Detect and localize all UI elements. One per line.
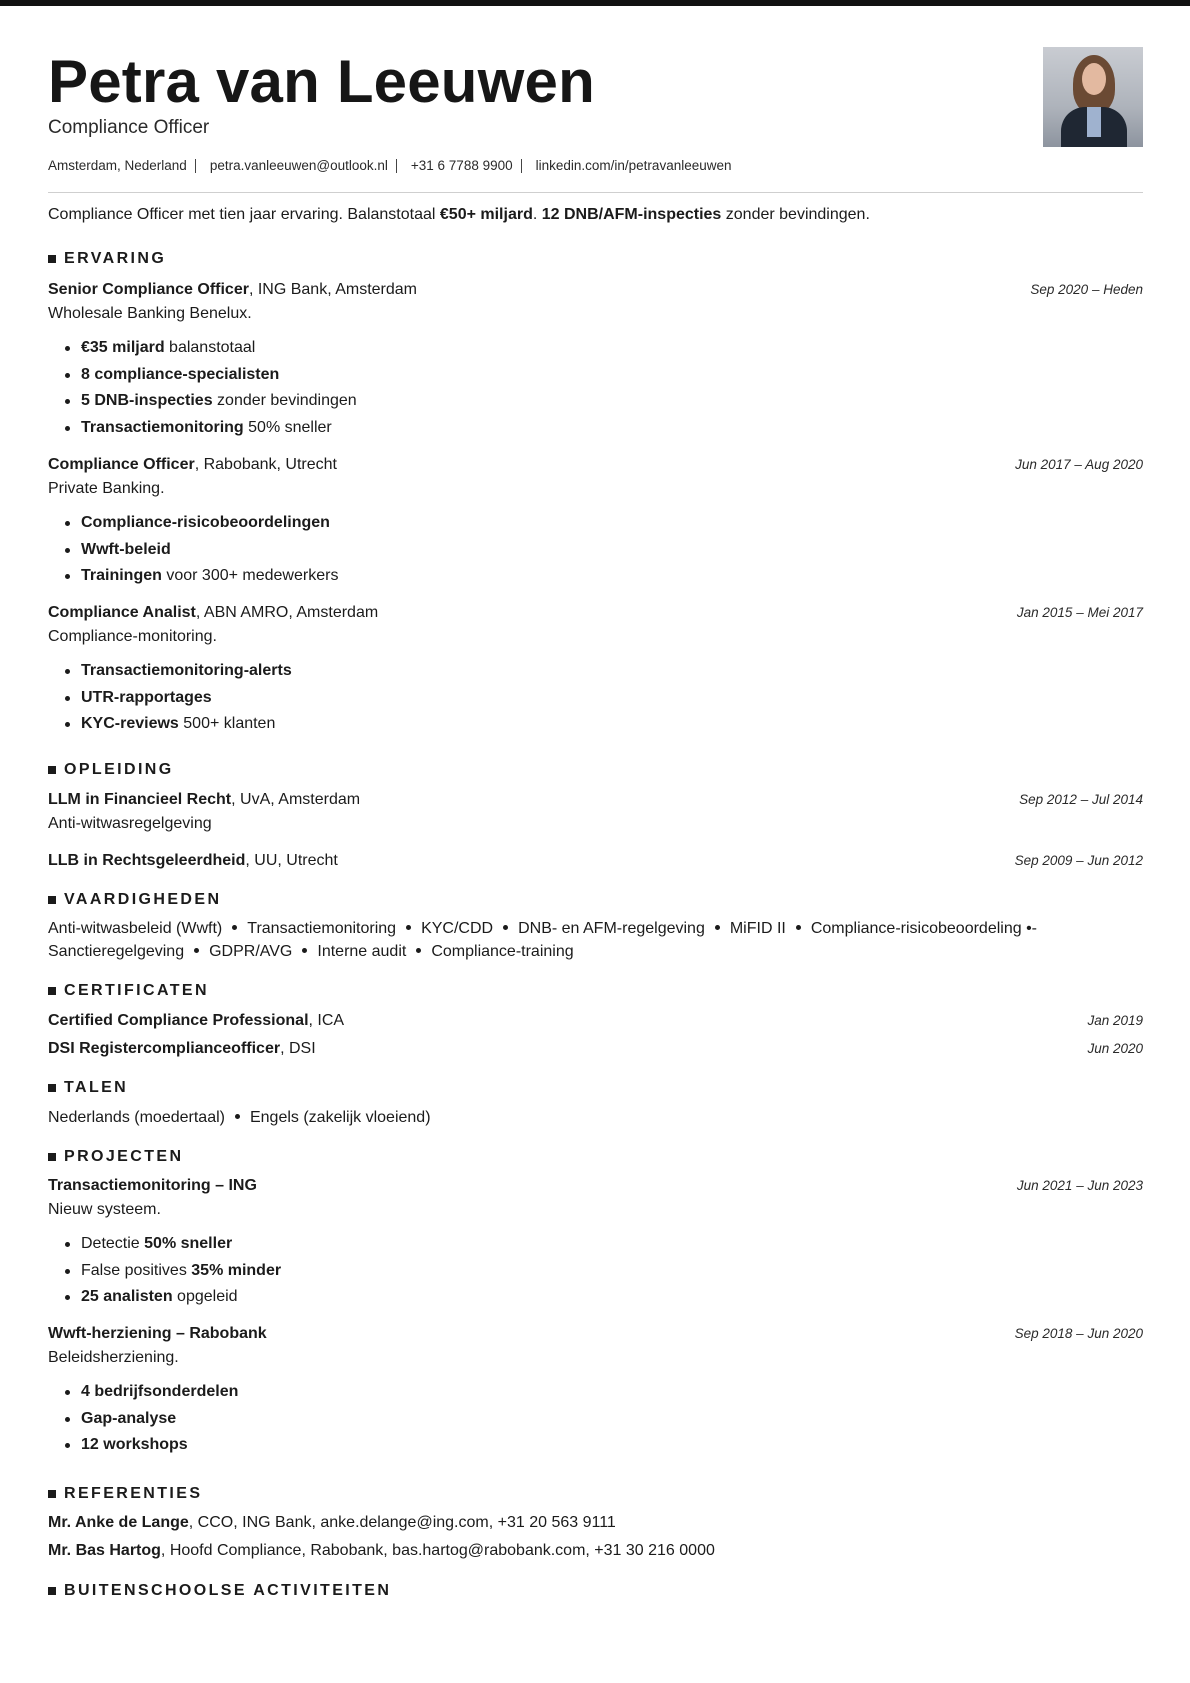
linkedin-link[interactable]: linkedin.com/in/petravanleeuwen (535, 158, 732, 173)
phone-text: +31 6 7788 9900 (410, 158, 513, 173)
skill-item: Compliance-risicobeoordeling (810, 920, 1022, 937)
job-bullets (48, 335, 1143, 441)
section-heading-text: TALEN (64, 1079, 129, 1096)
list-item: 5 DNB-inspecties zonder bevindingen (65, 388, 1143, 415)
job-org: , Rabobank, Utrecht (194, 456, 337, 473)
project-entry (48, 1174, 1143, 1311)
section-heading (48, 1484, 1143, 1504)
list-item: UTR-rapportages (65, 685, 1143, 712)
list-item: 4 bedrijfsonderdelen (65, 1379, 1143, 1406)
reference-name: Mr. Anke de Lange (48, 1514, 189, 1531)
skill-separator: •- (1026, 920, 1038, 937)
certificate-item (48, 1035, 1143, 1063)
section-heading-text: OPLEIDING (64, 761, 174, 778)
list-item: False positives 35% minder (65, 1258, 1143, 1285)
job-role: Compliance Officer (48, 456, 195, 473)
skill-item: KYC/CDD (421, 920, 494, 937)
section-marker-icon (48, 1490, 56, 1498)
list-item: 8 compliance-specialisten (65, 362, 1143, 389)
projects-section (48, 1147, 1143, 1167)
section-heading-text: PROJECTEN (64, 1148, 184, 1165)
section-marker-icon (48, 766, 56, 774)
summary-part: Compliance Officer met tien jaar ervaring. Balanstotaal (48, 206, 440, 223)
list-item: Compliance-risicobeoordelingen (65, 510, 1143, 537)
reference-item (48, 1509, 1143, 1537)
education-date: Sep 2012 – Jul 2014 (1019, 792, 1143, 807)
section-marker-icon (48, 987, 56, 995)
location-text: Amsterdam, Nederland (48, 158, 187, 173)
education-section (48, 760, 1143, 780)
skills-section (48, 890, 1143, 910)
summary-highlight: €50+ miljard (439, 206, 533, 223)
section-heading (48, 1581, 1143, 1601)
list-item: Wwft-beleid (65, 537, 1143, 564)
references-list (48, 1509, 1143, 1565)
school-name: , UU, Utrecht (245, 852, 338, 869)
top-accent-bar (0, 0, 1190, 6)
contact-bar (48, 158, 732, 173)
certificate-item (48, 1007, 1143, 1035)
list-item: Gap-analyse (65, 1406, 1143, 1433)
section-heading-text: REFERENTIES (64, 1485, 203, 1502)
education-date: Sep 2009 – Jun 2012 (1014, 853, 1143, 868)
candidate-name: Petra van Leeuwen (48, 48, 595, 115)
section-heading (48, 981, 1143, 1001)
reference-details: , CCO, ING Bank, anke.delange@ing.com, +31 20 563 9111 (188, 1514, 616, 1531)
section-heading (48, 1078, 1143, 1098)
certificate-issuer: , ICA (308, 1012, 345, 1029)
list-item: 12 workshops (65, 1432, 1143, 1459)
experience-section (48, 249, 1143, 269)
section-marker-icon (48, 1587, 56, 1595)
section-heading (48, 249, 1143, 269)
project-date: Sep 2018 – Jun 2020 (1014, 1326, 1143, 1341)
job-org: , ING Bank, Amsterdam (248, 281, 417, 298)
section-marker-icon (48, 255, 56, 263)
section-heading (48, 890, 1143, 910)
summary-highlight: 12 DNB/AFM-inspecties (541, 206, 722, 223)
education-entry (48, 849, 1143, 873)
section-heading (48, 1147, 1143, 1167)
certificate-name: DSI Registercomplianceofficer (48, 1040, 281, 1057)
certificates-section (48, 981, 1143, 1001)
job-role: Senior Compliance Officer (48, 281, 249, 298)
certificate-date: Jun 2020 (1087, 1041, 1143, 1056)
job-bullets (48, 510, 1143, 590)
project-bullets (48, 1379, 1143, 1459)
references-section (48, 1484, 1143, 1504)
school-name: , UvA, Amsterdam (231, 791, 361, 808)
job-bullets (48, 658, 1143, 738)
skill-item: DNB- en AFM-regelgeving (518, 920, 705, 937)
skill-item: GDPR/AVG (209, 943, 293, 960)
summary-text (48, 206, 870, 224)
education-description: Anti-witwasregelgeving (48, 815, 212, 832)
skill-item: Interne audit (317, 943, 407, 960)
project-bullets (48, 1231, 1143, 1311)
contact-divider (195, 159, 196, 173)
list-item: €35 miljard balanstotaal (65, 335, 1143, 362)
project-name: Transactiemonitoring – ING (48, 1177, 257, 1194)
reference-name: Mr. Bas Hartog (48, 1542, 161, 1559)
languages-list (48, 1106, 1143, 1129)
section-heading-text: CERTIFICATEN (64, 982, 209, 999)
skill-item: Sanctieregelgeving (48, 943, 185, 960)
list-item: Transactiemonitoring-alerts (65, 658, 1143, 685)
certificate-name: Certified Compliance Professional (48, 1012, 309, 1029)
experience-entry (48, 601, 1143, 738)
certificates-list (48, 1007, 1143, 1063)
project-description: Nieuw systeem. (48, 1201, 161, 1218)
list-item: 25 analisten opgeleid (65, 1284, 1143, 1311)
project-description: Beleidsherziening. (48, 1349, 179, 1366)
experience-entry (48, 278, 1143, 441)
header-divider (48, 192, 1143, 193)
job-date: Sep 2020 – Heden (1030, 282, 1143, 297)
degree-name: LLB in Rechtsgeleerdheid (48, 852, 246, 869)
skills-line (48, 917, 1143, 940)
skills-line (48, 940, 1143, 963)
reference-item (48, 1537, 1143, 1565)
contact-divider (396, 159, 397, 173)
language-item: Engels (zakelijk vloeiend) (249, 1109, 431, 1126)
summary-part: . (532, 206, 542, 223)
certificate-issuer: , DSI (280, 1040, 316, 1057)
skill-item: Anti-witwasbeleid (Wwft) (48, 920, 223, 937)
section-heading-text: BUITENSCHOOLSE ACTIVITEITEN (64, 1582, 392, 1599)
list-item: Trainingen voor 300+ medewerkers (65, 563, 1143, 590)
job-role: Compliance Analist (48, 604, 196, 621)
section-marker-icon (48, 896, 56, 904)
job-date: Jun 2017 – Aug 2020 (1015, 457, 1143, 472)
job-description: Compliance-monitoring. (48, 628, 217, 645)
candidate-title: Compliance Officer (48, 117, 210, 138)
skill-item: MiFID II (729, 920, 786, 937)
section-marker-icon (48, 1084, 56, 1092)
section-heading (48, 760, 1143, 780)
list-item: Detectie 50% sneller (65, 1231, 1143, 1258)
section-marker-icon (48, 1153, 56, 1161)
list-item: KYC-reviews 500+ klanten (65, 711, 1143, 738)
project-entry (48, 1322, 1143, 1459)
education-entry (48, 788, 1143, 836)
summary-part: zonder bevindingen. (721, 206, 870, 223)
job-description: Wholesale Banking Benelux. (48, 305, 252, 322)
skill-item: Compliance-training (431, 943, 574, 960)
profile-photo (1043, 47, 1143, 147)
extracurricular-section (48, 1581, 1143, 1601)
email-link[interactable]: petra.vanleeuwen@outlook.nl (209, 158, 388, 173)
list-item: Transactiemonitoring 50% sneller (65, 415, 1143, 442)
skills-list (48, 917, 1143, 963)
section-heading-text: VAARDIGHEDEN (64, 891, 222, 908)
certificate-date: Jan 2019 (1087, 1013, 1143, 1028)
project-name: Wwft-herziening – Rabobank (48, 1325, 267, 1342)
languages-section (48, 1078, 1143, 1098)
section-heading-text: ERVARING (64, 250, 167, 267)
degree-name: LLM in Financieel Recht (48, 791, 232, 808)
job-org: , ABN AMRO, Amsterdam (195, 604, 379, 621)
skill-item: Transactiemonitoring (247, 920, 397, 937)
reference-details: , Hoofd Compliance, Rabobank, bas.hartog@rabobank.com, +31 30 216 0000 (160, 1542, 715, 1559)
project-date: Jun 2021 – Jun 2023 (1016, 1178, 1143, 1193)
experience-entry (48, 453, 1143, 590)
language-item: Nederlands (moedertaal) (48, 1109, 225, 1126)
job-description: Private Banking. (48, 480, 165, 497)
contact-divider (521, 159, 522, 173)
job-date: Jan 2015 – Mei 2017 (1016, 605, 1143, 620)
